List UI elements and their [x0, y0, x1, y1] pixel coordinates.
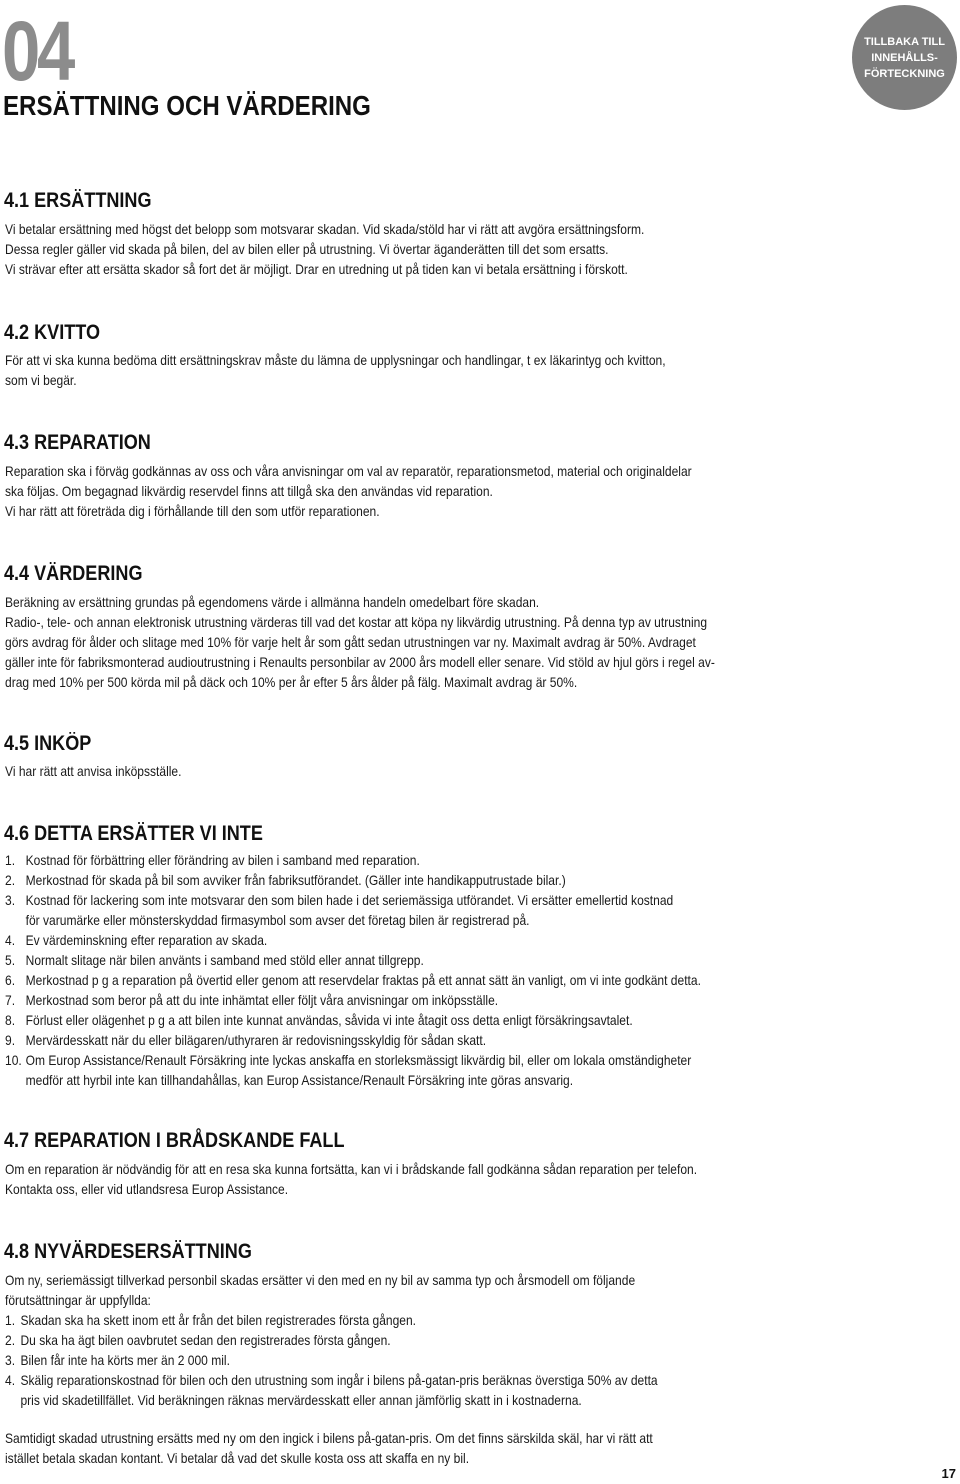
section-body-4-2: [5, 350, 885, 390]
section-body-4-8: [5, 1270, 885, 1410]
text-line: Reparation ska i förväg godkännas av oss och våra anvisningar om val av reparatör, reparationsmetod, material och originaldelar: [5, 463, 692, 479]
list-item: [5, 930, 762, 950]
text-line: Om en reparation är nödvändig för att en resa ska kunna fortsätta, kan vi i brådskande fall godkänna sådan reparation per telefon.: [5, 1161, 698, 1177]
text-line: Vi strävar efter att ersätta skador så fort det är möjligt. Drar en utredning ut på tiden kan vi betala ersättning i förskott.: [5, 261, 628, 277]
list-item: [5, 1030, 762, 1050]
list-item: [5, 1350, 762, 1370]
list-item: [5, 1310, 762, 1330]
back-button-line: FÖRTECKNING: [864, 67, 945, 80]
section-title-4-3: 4.3 REPARATION: [4, 431, 151, 454]
text-line: görs avdrag för ålder och slitage med 10% för varje helt år som gått sedan utrustningen var ny. Maximalt avdrag är 50%. Avdraget: [5, 634, 696, 650]
list-number: 1.: [5, 852, 16, 868]
text-line: Samtidigt skadad utrustning ersätts med ny om den ingick i bilens på-gatan-pris. Om det finns särskilda skäl, har vi rätt att: [5, 1430, 653, 1446]
back-to-toc-button[interactable]: [852, 5, 957, 110]
section-title-4-8: 4.8 NYVÄRDESERSÄTTNING: [4, 1240, 252, 1263]
list-number: 2.: [5, 872, 16, 888]
text-line: Dessa regler gäller vid skada på bilen, del av bilen eller på utrustning. Vi övertar äganderätten till det som ersatts.: [5, 241, 609, 257]
text-line: istället betala skadan kontant. Vi betalar då vad det skulle kosta oss att skaffa en ny bil.: [5, 1450, 470, 1466]
text-line: Vi betalar ersättning med högst det belopp som motsvarar skadan. Vid skada/stöld har vi rätt att avgöra ersättningsform.: [5, 221, 645, 237]
list-text: för varumärke eller mönsterskyddad firmasymbol som avser det företag bilen är registrerad på.: [25, 912, 530, 928]
list-text: medför att hyrbil inte kan tillhandahållas, kan Europ Assistance/Renault Försäkring inte göras ansvarig.: [25, 1072, 574, 1088]
list-text: Kostnad för lackering som inte motsvarar den som bilen hade i det seriemässiga utförandet. Vi ersätter emellertid kostnad: [25, 892, 674, 908]
list-number: 3.: [5, 1352, 16, 1368]
list-number: 6.: [5, 972, 16, 988]
list-text: Skälig reparationskostnad för bilen och den utrustning som ingår i bilens på-gatan-pris beräknas överstiga 50% av detta: [20, 1372, 658, 1388]
section-title-4-6: 4.6 DETTA ERSÄTTER VI INTE: [4, 822, 263, 845]
list-item: [5, 850, 762, 870]
section-body-4-1: [5, 219, 885, 279]
list-text: Ev värdeminskning efter reparation av skada.: [25, 932, 268, 948]
text-line: Radio-, tele- och annan elektronisk utrustning värderas till vad det kostar att köpa ny likvärdig utrustning. På denna typ av utrustning: [5, 614, 708, 630]
section-body-4-7: [5, 1159, 885, 1199]
list-text: Merkostnad för skada på bil som avviker från fabriksutförandet. (Gäller inte handikapputrustade bilar.): [25, 872, 566, 888]
section-body-4-4: [5, 592, 885, 692]
list-number: 4.: [5, 932, 16, 948]
text-line: Kontakta oss, eller vid utlandsresa Europ Assistance.: [5, 1181, 289, 1197]
list-number: 9.: [5, 1032, 16, 1048]
list-text: Om Europ Assistance/Renault Försäkring inte lyckas anskaffa en storleksmässigt likvärdig bil, eller om lokala omständigheter: [25, 1052, 692, 1068]
list-text: Mervärdesskatt när du eller bilägaren/uthyraren är redovisningsskyldig för sådan skatt.: [25, 1032, 487, 1048]
section-outro-4-8: [5, 1428, 885, 1468]
list-number: 1.: [5, 1312, 16, 1328]
text-line: ska följas. Om begagnad likvärdig reservdel finns att tillgå ska den användas vid reparation.: [5, 483, 493, 499]
list-number: 3.: [5, 892, 16, 908]
section-list-4-6: [5, 850, 885, 1090]
list-text: Merkostnad som beror på att du inte inhämtat eller följt våra anvisningar om inköpsställe.: [25, 992, 499, 1008]
list-text: Förlust eller olägenhet p g a att bilen inte kunnat användas, såvida vi inte åtagit oss detta enligt försäkringsavtalet.: [25, 1012, 633, 1028]
back-button-line: TILLBAKA TILL: [864, 35, 945, 48]
list-text: Merkostnad p g a reparation på övertid eller genom att reservdelar fraktas på ett annat sätt än vanligt, om vi inte godkänt detta.: [25, 972, 701, 988]
list-text: Normalt slitage när bilen använts i samband med stöld eller annat tillgrepp.: [25, 952, 424, 968]
list-number: 7.: [5, 992, 16, 1008]
list-number: 2.: [5, 1332, 16, 1348]
chapter-title: ERSÄTTNING OCH VÄRDERING: [3, 90, 371, 121]
list-item: [5, 890, 762, 930]
list-number: 10.: [5, 1052, 22, 1068]
text-line: Beräkning av ersättning grundas på egendomens värde i allmänna handeln omedelbart före skadan.: [5, 594, 540, 610]
list-text: Bilen får inte ha körts mer än 2 000 mil.: [20, 1352, 230, 1368]
list-number: 4.: [5, 1372, 16, 1388]
text-line: Om ny, seriemässigt tillverkad personbil skadas ersätter vi den med en ny bil av samma typ och årsmodell om följande: [5, 1272, 636, 1288]
list-text: Kostnad för förbättring eller förändring av bilen i samband med reparation.: [25, 852, 420, 868]
list-number: 5.: [5, 952, 16, 968]
list-text: pris vid skadetillfället. Vid beräkningen räknas mervärdesskatt eller annan jämförlig skatt in i kostnaderna.: [20, 1392, 582, 1408]
section-body-4-5: [5, 761, 885, 781]
text-line: förutsättningar är uppfyllda:: [5, 1292, 151, 1308]
list-item: [5, 950, 762, 970]
list-text: Du ska ha ägt bilen oavbrutet sedan den registrerades första gången.: [20, 1332, 391, 1348]
list-item: [5, 1330, 762, 1350]
text-line: drag med 10% per 500 körda mil på däck och 10% per år efter 5 års ålder på fälg. Maximalt avdrag är 50%.: [5, 674, 578, 690]
list-item: [5, 990, 762, 1010]
text-line: Vi har rätt att företräda dig i förhållande till den som utför reparationen.: [5, 503, 380, 519]
list-number: 8.: [5, 1012, 16, 1028]
page-number: 17: [941, 1466, 956, 1481]
text-line: gäller inte för fabriksmonterad audioutrustning i Renaults personbilar av 2000 års modell eller senare. Vid stöld av hjul görs i regel av-: [5, 654, 715, 670]
section-title-4-5: 4.5 INKÖP: [4, 732, 92, 755]
back-button-line: INNEHÅLLS-: [871, 51, 938, 64]
text-line: För att vi ska kunna bedöma ditt ersättningskrav måste du lämna de upplysningar och handlingar, t ex läkarintyg och kvitton,: [5, 352, 666, 368]
section-title-4-1: 4.1 ERSÄTTNING: [4, 189, 152, 212]
list-text: Skadan ska ha skett inom ett år från det bilen registrerades första gången.: [20, 1312, 417, 1328]
list-item: [5, 1010, 762, 1030]
list-item: [5, 970, 762, 990]
list-item: [5, 870, 762, 890]
text-line: som vi begär.: [5, 372, 77, 388]
chapter-number: 04: [2, 4, 73, 98]
section-title-4-2: 4.2 KVITTO: [4, 321, 101, 344]
list-item: [5, 1050, 762, 1090]
list-item: [5, 1370, 762, 1410]
section-title-4-4: 4.4 VÄRDERING: [4, 562, 143, 585]
section-body-4-3: [5, 461, 885, 521]
text-line: Vi har rätt att anvisa inköpsställe.: [5, 763, 182, 779]
section-title-4-7: 4.7 REPARATION I BRÅDSKANDE FALL: [4, 1129, 345, 1152]
